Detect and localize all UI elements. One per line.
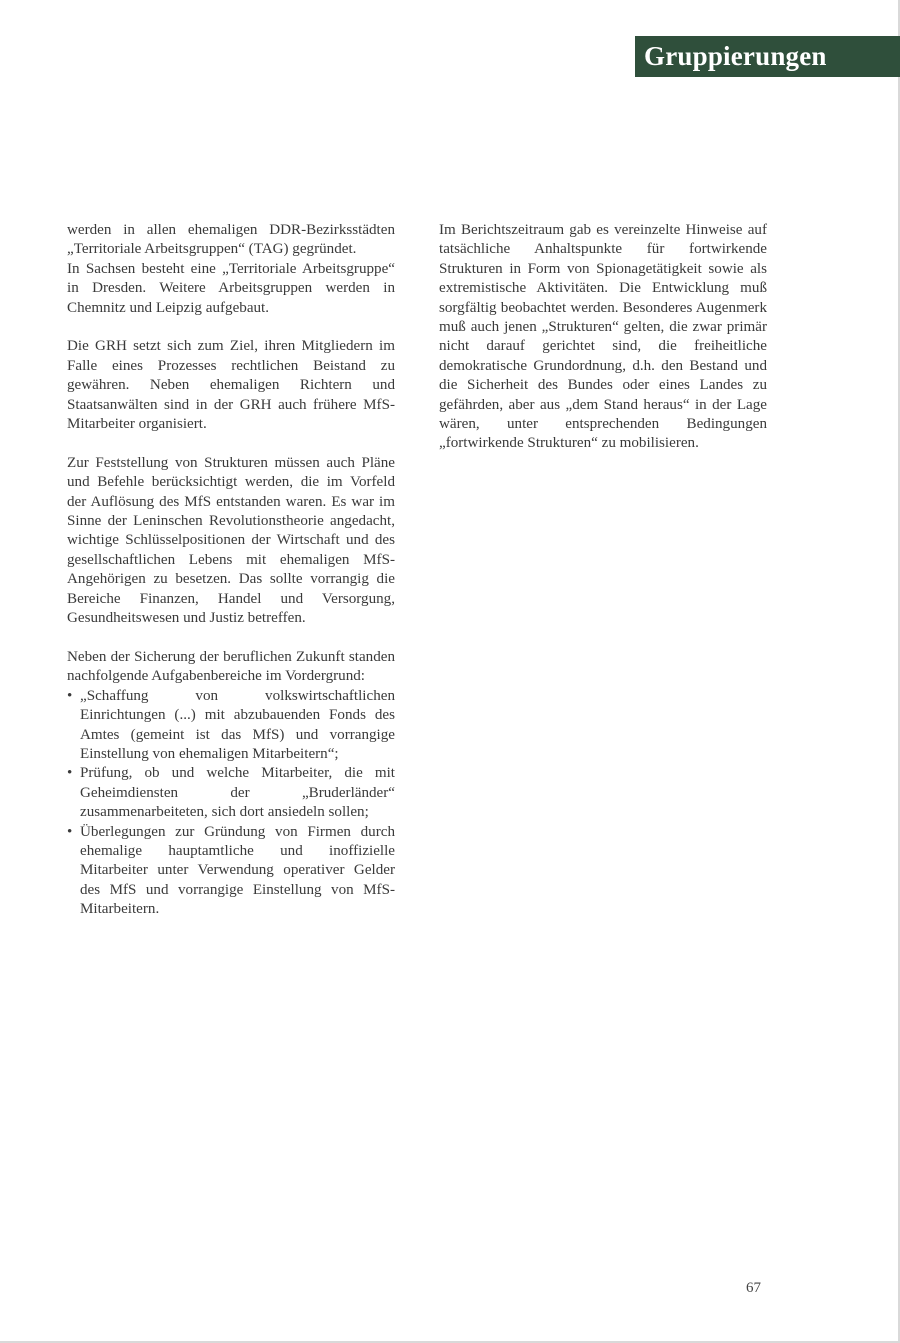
paragraph-berichtszeitraum: Im Berichtszeitraum gab es vereinzelte Hinweise auf tatsächliche Anhaltspunkte für fortwirkende Strukturen in Form von Spionagetätigkeit sowie als extremistische Aktivitäten. Die Entwicklung muß sorgfältig beobachtet werden. Besonderes Augenmerk muß auch jenen „Strukturen“ gelten, die zwar primär nicht darauf gerichtet sind, die freiheitliche demokratische Grundordnung, d.h. den Bestand und die Sicherheit des Bundes oder eines Landes zu gefährden, aber aus „dem Stand heraus“ in der Lage wären, unter entsprechenden Bedingungen „fortwirkende Strukturen“ zu mobilisieren. [439,222,767,452]
paragraph-grh: Die GRH setzt sich zum Ziel, ihren Mitgliedern im Falle eines Prozesses rechtlichen Beistand zu gewähren. Neben ehemaligen Richtern und Staatsanwälten sind in der GRH auch frühere MfS-Mitarbeiter organisiert. [67,338,395,433]
list-item [67,764,395,822]
list-item [67,823,395,920]
paragraph-tag-founding: werden in allen ehemaligen DDR-Bezirksstädten „Territoriale Arbeitsgruppen“ (TAG) gegründet. [67,222,395,258]
left-text-column [67,221,395,920]
list-item-text: Überlegungen zur Gründung von Firmen durch ehemalige hauptamtliche und inoffizielle Mitarbeiter unter Verwendung operativer Gelder des MfS und vorrangige Einstellung von MfS-Mitarbeitern. [80,823,395,918]
section-title-banner: Gruppierungen [635,36,900,77]
list-item [67,687,395,765]
paragraph-strukturen: Zur Feststellung von Strukturen müssen auch Pläne und Befehle berücksichtigt werden, die im Vorfeld der Auflösung des MfS entstanden waren. Es war im Sinne der Leninschen Revolutionstheorie angedacht, wichtige Schlüsselpositionen der Wirtschaft und des gesellschaftlichen Lebens mit ehemaligen MfS-Angehörigen zu besetzen. Das sollte vorrangig die Bereiche Finanzen, Handel und Versorgung, Gesundheitswesen und Justiz betreffen. [67,454,395,627]
bullet-icon: • [67,823,73,840]
list-item-text: Prüfung, ob und welche Mitarbeiter, die mit Geheimdiensten der „Bruderländer“ zusammenarbeiteten, sich dort ansiedeln sollen; [80,765,395,821]
right-text-column [439,221,767,454]
task-bullet-list [67,687,395,920]
list-item-text: „Schaffung von volkswirtschaftlichen Einrichtungen (...) mit abzubauenden Fonds des Amtes (gemeint ist das MfS) und vorrangige Einstellung von ehemaligen Mitarbeitern“; [80,687,395,762]
paragraph-sachsen: In Sachsen besteht eine „Territoriale Arbeitsgruppe“ in Dresden. Weitere Arbeitsgruppen werden in Chemnitz und Leipzig aufgebaut. [67,260,395,316]
bullet-icon: • [67,765,73,782]
bullet-icon: • [67,687,73,704]
paragraph-aufgabenbereiche: Neben der Sicherung der beruflichen Zukunft standen nachfolgende Aufgabenbereiche im Vordergrund: [67,648,395,685]
page-number: 67 [746,1280,761,1296]
